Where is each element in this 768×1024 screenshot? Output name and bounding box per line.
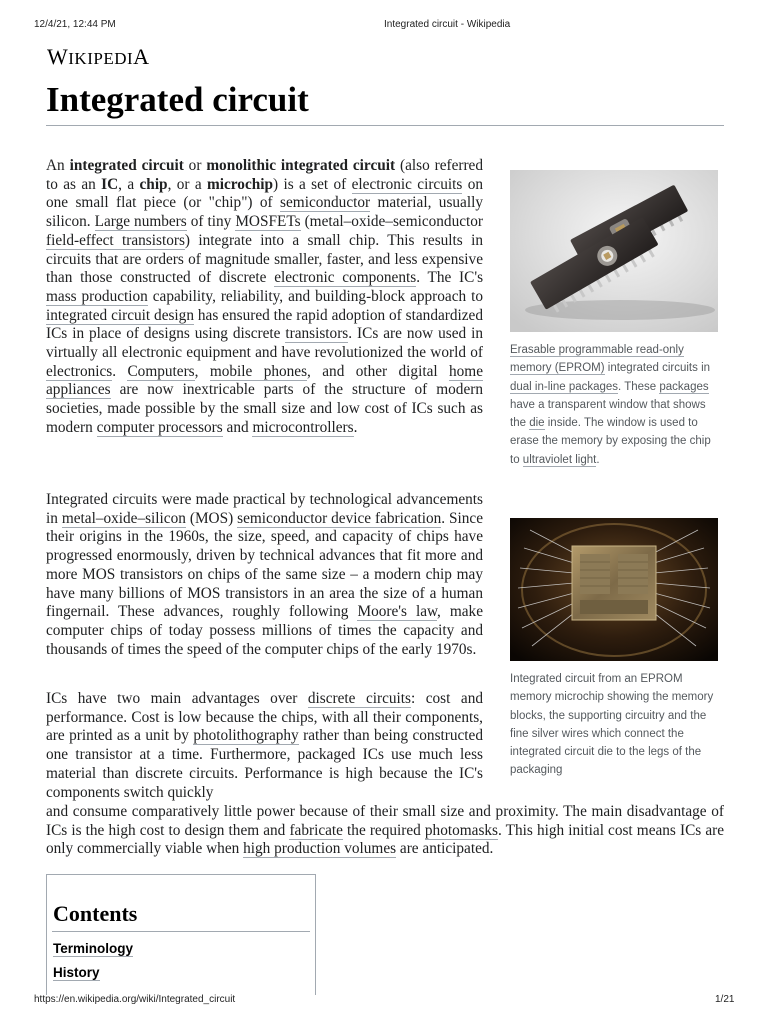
toc-item-terminology[interactable]: Terminology (53, 941, 134, 956)
link-eprom[interactable]: Erasable programmable read-only memory (EPROM) (510, 344, 684, 375)
wikipedia-wordmark[interactable]: WIKIPEDIA (47, 44, 150, 69)
link-dual-in-line-packages[interactable]: dual in-line packages (510, 380, 619, 393)
link-die[interactable]: die (529, 417, 545, 430)
print-url: https://en.wikipedia.org/wiki/Integrated_circuit (34, 994, 236, 1005)
figure-eprom-die-caption: Integrated circuit from an EPROM memory microchip showing the memory blocks, the supporting circuitry and the fine silver wires which connect the integrated circuit die to the legs of the packaging (510, 673, 714, 777)
link-large-numbers[interactable]: Large numbers (94, 213, 187, 231)
title-divider (46, 125, 724, 126)
toc-title: Contents (53, 901, 138, 926)
table-of-contents (46, 874, 316, 995)
figure-eprom-chips-caption: Erasable programmable read-only memory (EPROM) integrated circuits in dual in-line packages. These packages have a transparent window that shows the die inside. The window is used to erase the memory by exposing the chip to ultraviolet light. (510, 344, 711, 466)
toc-item-history[interactable]: History (53, 965, 100, 980)
link-high-production-volumes[interactable]: high production volumes (243, 840, 397, 858)
link-mosfets[interactable]: MOSFETs (235, 213, 301, 231)
print-page-title: Integrated circuit - Wikipedia (384, 19, 511, 30)
link-semiconductor-device-fabrication[interactable]: semiconductor device fabrication (237, 509, 442, 527)
link-computers[interactable]: Computers (127, 362, 195, 380)
link-moores-law[interactable]: Moore's law (357, 603, 438, 621)
page-title: Integrated circuit (46, 80, 309, 119)
link-integrated-circuit-design[interactable]: integrated circuit design (46, 306, 194, 324)
article-paragraph-2: Integrated circuits were made practical by technological advancements in metal–oxide–silicon (MOS) semiconductor device fabrication. Since their origins in the 1960s, the size, speed, and capacity of chips have progressed enormously, driven by technical advances that fit more and more MOS transistors on chips of the same size – a modern chip may have many billions of MOS transistors in an area the size of a human fingernail. These advances, roughly following Moore's law, make computer chips of today possess millions of times the capacity and thousands of times the speed of the computer chips of the early 1970s. (46, 491, 483, 658)
link-electronic-components[interactable]: electronic components (274, 269, 417, 287)
link-computer-processors[interactable]: computer processors (96, 418, 223, 436)
link-transistors[interactable]: transistors (285, 325, 349, 343)
link-fabricate[interactable]: fabricate (289, 821, 343, 839)
print-date: 12/4/21, 12:44 PM (34, 19, 116, 30)
eprom-die-image[interactable] (510, 518, 718, 661)
link-microcontrollers[interactable]: microcontrollers (252, 418, 354, 436)
eprom-chips-image[interactable] (510, 170, 718, 332)
figure-eprom-die (510, 518, 718, 780)
print-page-number: 1/21 (715, 994, 735, 1005)
figure-eprom-chips (510, 170, 718, 469)
link-home-appliances[interactable]: home appliances (46, 362, 483, 399)
link-electronic-circuits[interactable]: electronic circuits (351, 175, 463, 193)
link-metal-oxide-silicon[interactable]: metal–oxide–silicon (61, 509, 186, 527)
link-ultraviolet-light[interactable]: ultraviolet light (522, 453, 597, 466)
link-electronics[interactable]: electronics (46, 362, 113, 380)
article-paragraph-1: An integrated circuit or monolithic integrated circuit (also referred to as an IC, a chip, or a microchip) is a set of electronic circuits on one small flat piece (or "chip") of semiconductor material, usually silicon. Large numbers of tiny MOSFETs (metal–oxide–semiconductor field-effect transistors) integrate into a small chip. This results in circuits that are orders of magnitude smaller, faster, and less expensive than those constructed of discrete electronic components. The IC's mass production capability, reliability, and building-block approach to integrated circuit design has ensured the rapid adoption of standardized ICs in place of designs using discrete transistors. ICs are now used in virtually all electronic equipment and have revolutionized the world of electronics. Computers, mobile phones, and other digital home appliances are now inextricable parts of the structure of modern societies, made possible by the small size and low cost of ICs such as modern computer processors and microcontrollers. (46, 157, 484, 436)
link-discrete-circuits[interactable]: discrete circuits (307, 690, 411, 707)
link-packages[interactable]: packages (659, 380, 709, 393)
toc-divider (52, 931, 310, 932)
link-semiconductor[interactable]: semiconductor (280, 194, 371, 212)
link-photomasks[interactable]: photomasks (424, 821, 498, 839)
link-field-effect-transistors[interactable]: field-effect transistors (46, 231, 185, 249)
link-mass-production[interactable]: mass production (46, 287, 148, 305)
link-photolithography[interactable]: photolithography (193, 727, 299, 745)
link-mobile-phones[interactable]: mobile phones (209, 362, 308, 380)
article-paragraph-4: and consume comparatively little power because of their small size and proximity. The main disadvantage of ICs is the high cost to design them and fabricate the required photomasks. This high initial cost means ICs are only commercially viable when high production volumes are anticipated. (46, 803, 725, 858)
article-paragraph-3: ICs have two main advantages over discrete circuits: cost and performance. Cost is low because the chips, with all their components, are printed as a unit by photolithography rather than being constructed one transistor at a time. Furthermore, packaged ICs use much less material than discrete circuits. Performance is high because the IC's components switch quickly (46, 690, 483, 801)
